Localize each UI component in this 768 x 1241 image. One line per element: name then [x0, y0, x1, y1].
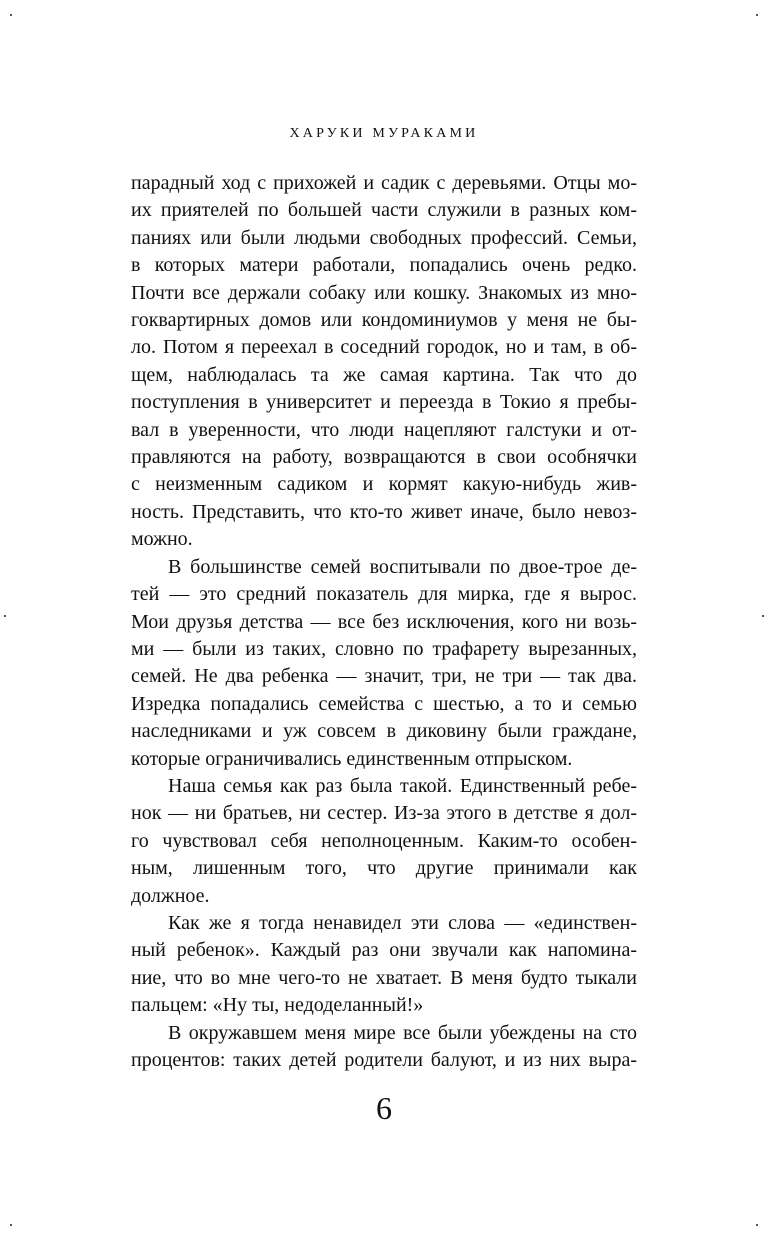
body-text: [131, 170, 637, 1074]
text-line: семей. Не два ребенка — значит, три, не три — так два.: [131, 665, 637, 688]
text-line: ние, что во мне чего-то не хватает. В меня будто тыкали: [131, 966, 637, 989]
text-line: правляются на работу, возвращаются в свои особнячки: [131, 446, 637, 469]
text-line: нок — ни братьев, ни сестер. Из-за этого в детстве я дол-: [131, 802, 637, 825]
text-line: можно.: [131, 528, 193, 551]
text-line: В окружавшем меня мире все были убеждены на сто: [168, 1021, 637, 1044]
text-line: ность. Представить, что кто-то живет иначе, было невоз-: [131, 500, 637, 523]
text-line: щем, наблюдалась та же самая картина. Так что до: [131, 363, 637, 386]
text-line: паниях или были людьми свободных профессий. Семьи,: [131, 226, 637, 249]
text-line: В большинстве семей воспитывали по двое-трое де-: [168, 555, 637, 578]
text-line: Изредка попадались семейства с шестью, а то и семью: [131, 692, 637, 715]
running-title: ХАРУКИ МУРАКАМИ: [289, 126, 479, 141]
crop-mark-mid-right: [762, 615, 764, 617]
crop-mark-top-left: [10, 14, 12, 16]
text-line: тей — это средний показатель для мирка, где я вырос.: [131, 583, 637, 606]
text-line: их приятелей по большей части служили в разных ком-: [131, 199, 637, 222]
text-line: пальцем: «Ну ты, недоделанный!»: [131, 994, 424, 1017]
crop-mark-mid-left: [4, 615, 6, 617]
text-line: го чувствовал себя неполноценным. Каким-то особен-: [131, 829, 637, 852]
text-line: наследниками и уж совсем в диковину были граждане,: [131, 720, 637, 743]
text-line: Почти все держали собаку или кошку. Знакомых из мно-: [131, 281, 637, 304]
text-line: Мои друзья детства — все без исключения, кого ни возь-: [131, 610, 637, 633]
text-line: парадный ход с прихожей и садик с деревьями. Отцы мо-: [131, 172, 637, 194]
text-line: процентов: таких детей родители балуют, и из них выра-: [131, 1049, 637, 1071]
text-line: гоквартирных домов или кондоминиумов у меня не бы-: [131, 309, 637, 332]
text-line: вал в уверенности, что люди нацепляют галстуки и от-: [131, 418, 637, 441]
crop-mark-bottom-right: [756, 1224, 758, 1226]
crop-mark-top-right: [756, 14, 758, 16]
running-header: [0, 124, 768, 144]
text-line: ным, лишенным того, что другие принимали как: [131, 857, 637, 880]
crop-mark-bottom-left: [10, 1224, 12, 1226]
text-line: в которых матери работали, попадались очень редко.: [131, 254, 637, 277]
text-line: которые ограничивались единственным отпрыском.: [131, 747, 573, 770]
text-line: с неизменным садиком и кормят какую-нибудь жив-: [131, 473, 637, 496]
text-line: Наша семья как раз была такой. Единственный ребе-: [168, 774, 637, 797]
text-line: ный ребенок». Каждый раз они звучали как напомина-: [131, 939, 637, 962]
text-line: ло. Потом я переехал в соседний городок, но и там, в об-: [131, 336, 637, 359]
text-line: Как же я тогда ненавидел эти слова — «единствен-: [168, 911, 637, 934]
page-number: 6: [376, 1090, 392, 1126]
text-line: поступления в университет и переезда в Токио я пребы-: [131, 391, 637, 414]
text-line: ми — были из таких, словно по трафарету вырезанных,: [131, 637, 637, 660]
text-line: должное.: [131, 884, 210, 907]
